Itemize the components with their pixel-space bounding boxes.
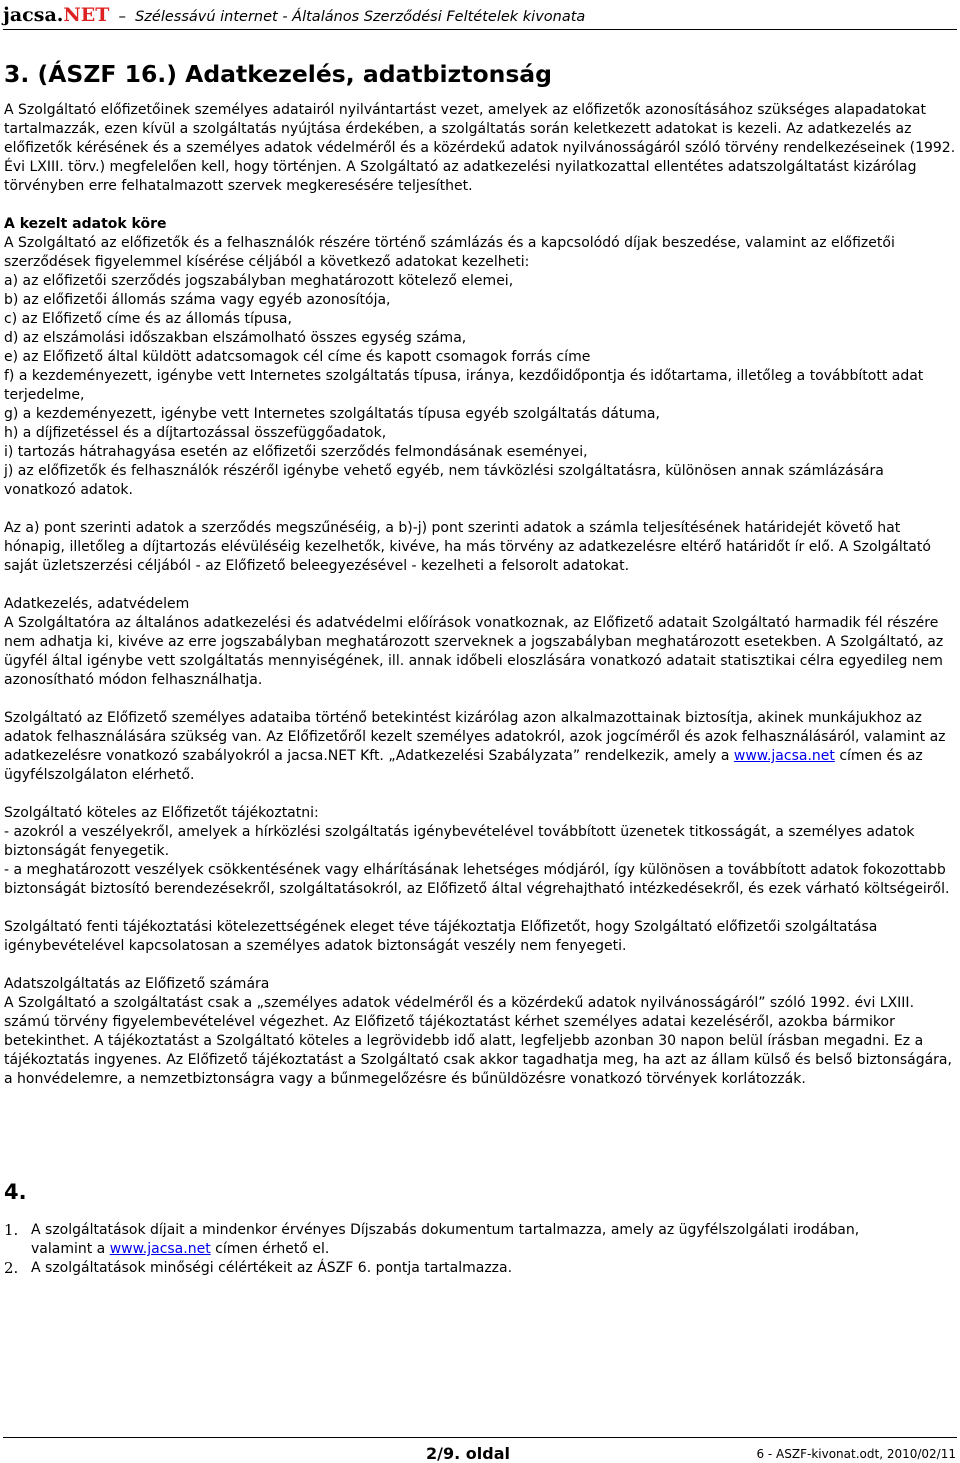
section-4-title: 4.: [4, 1180, 27, 1204]
header-subtitle: Szélessávú internet - Általános Szerződési Feltételek kivonata: [135, 9, 586, 25]
list-item: e) az Előfizető által küldött adatcsomagok cél címe és kapott csomagok forrás címe: [4, 349, 591, 365]
inform-item: - azokról a veszélyekről, amelyek a hírközlési szolgáltatás igénybevételével továbbított üzenetek titkosságát, a személyes adatok biztonságát fenyegetik.: [4, 824, 915, 859]
numbered-item: [4, 1259, 924, 1278]
intro-paragraph: A Szolgáltató előfizetőinek személyes adatairól nyilvántartást vezet, amelyek az előfizetők azonosításához szükséges alapadatokat tartalmazzák, ezen kívül a szolgáltatás nyújtása érdekében, a szolgáltatás során keletkezett adatokat is kezeli. Az adatkezelés az előfizetők kérésének és a személyes adatok védelméről és a közérdekű adatok nyilvánosságáról szóló törvény rendelkezéseinek (1992. Évi LXIII. törv.) megfelelően kell, hogy történjen. A Szolgáltató az adatkezelési nyilatkozattal ellentétes adatszolgáltatást kizárólag törvényben erre felhatalmazott szervek megkeresésére teljesíthet.: [4, 102, 956, 194]
access-text: Szolgáltató az Előfizető személyes adataiba történő betekintést kizárólag azon alkalmazottainak biztosítja, akinek munkájukhoz az adatok felhasználására szükség van. Az Előfizetőről kezelt személyes adatokról, azok jogcíméről és azok felhasználásáról, valamint az adatkezelésre vonatkozó szabályokról a jacsa.NET Kft. „Adatkezelési Szabályzata” rendelkezik, amely a: [4, 710, 946, 764]
inform-item: - a meghatározott veszélyek csökkentésének vagy elhárításának lehetséges módjáról, így különösen a továbbított adatok fokozottabb biztonságát biztosító berendezésekről, szolgáltatásokról, az Előfizető által végrehajtható intézkedésekről, és ezek várható költségeiről.: [4, 862, 950, 897]
page-header: [3, 3, 957, 30]
numbered-item: [4, 1221, 924, 1259]
item-text-end: címen érhető el.: [210, 1241, 330, 1257]
file-info: 6 - ASZF-kivonat.odt, 2010/02/11: [756, 1447, 956, 1461]
inform-intro: Szolgáltató köteles az Előfizetőt tájékoztatni:: [4, 805, 319, 821]
list-item: j) az előfizetők és felhasználók részéről igénybe vehető egyéb, nem távközlési szolgáltatásra, különösen annak számlázására vonatkozó adatok.: [4, 463, 884, 498]
list-item: b) az előfizetői állomás száma vagy egyéb azonosítója,: [4, 292, 391, 308]
managed-data-intro: A Szolgáltató az előfizetők és a felhasználók részére történő számlázás és a kapcsolódó díjak beszedése, valamint az előfizetői szerződések figyelemmel kísérése céljából a következő adatokat kezelheti:: [4, 235, 895, 270]
list-item: g) a kezdeményezett, igénybe vett Internetes szolgáltatás típusa egyéb szolgáltatás dátuma,: [4, 406, 660, 422]
item-number: 1.: [4, 1221, 19, 1239]
header-separator: –: [118, 7, 126, 25]
list-item: c) az Előfizető címe és az állomás típusa,: [4, 311, 292, 327]
item-text: A szolgáltatások díjait a mindenkor érvényes Díjszabás dokumentum tartalmazza, amely az ügyfélszolgálati irodában, valamint a: [31, 1222, 860, 1257]
list-item: f) a kezdeményezett, igénybe vett Internetes szolgáltatás típusa, iránya, kezdőidőpontja és időtartama, illetőleg a továbbított adat terjedelme,: [4, 368, 924, 403]
footer-divider: [3, 1437, 957, 1438]
protection-heading: Adatkezelés, adatvédelem: [4, 596, 190, 612]
access-paragraph: [4, 709, 958, 785]
list-item: a) az előfizetői szerződés jogszabályban meghatározott kötelező elemei,: [4, 273, 514, 289]
header-line: [3, 4, 585, 26]
retention-paragraph: Az a) pont szerinti adatok a szerződés megszűnéséig, a b)-j) pont szerinti adatok a számla teljesítésének határidejét követő hat hónapig, illetőleg a díjtartozás elévüléséig kezelhetők, kivéve, ha más törvény az adatkezelésre eltérő határidőt ír elő. A Szolgáltató saját üzletszerzési céljából - az Előfizető beleegyezésével - kezelheti a felsorolt adatokat.: [4, 520, 931, 574]
provision-paragraph: A Szolgáltató a szolgáltatást csak a „személyes adatok védelméről és a közérdekű adatok nyilvánosságáról” szóló 1992. évi LXIII. számú törvény figyelembevételével végezhet. Az Előfizető tájékoztatást kérhet személyes adatai kezeléséről, azokba bármikor betekinthet. A tájékoztatást a Szolgáltató köteles a legrövidebb idő alatt, legfeljebb azonban 30 napon belül írásban megadni. Ez a tájékoztatás ingyenes. Az Előfizető tájékoztatást a Szolgáltató csak akkor tagadhatja meg, ha azt az állam külső és belső biztonságára, a honvédelemre, a nemzetbiztonságra vagy a bűnmegelőzésre és bűnüldözésre vonatkozó törvények korlátozzák.: [4, 995, 952, 1087]
fulfil-paragraph: Szolgáltató fenti tájékoztatási kötelezettségének eleget téve tájékoztatja Előfizetőt, hogy Szolgáltató előfizetői szolgáltatása igénybevételével kapcsolatosan a személyes adatok biztonságát veszély nem fenyegeti.: [4, 919, 878, 954]
section-title: 3. (ÁSZF 16.) Adatkezelés, adatbiztonság: [4, 60, 552, 88]
managed-data-heading: A kezelt adatok köre: [4, 216, 167, 232]
brand-logo-main: jacsa.: [3, 4, 64, 26]
website-link[interactable]: www.jacsa.net: [109, 1241, 211, 1257]
item-number: 2.: [4, 1259, 19, 1277]
list-item: h) a díjfizetéssel és a díjtartozással összefüggőadatok,: [4, 425, 387, 441]
item-text: A szolgáltatások minőségi célértékeit az ÁSZF 6. pontja tartalmazza.: [31, 1260, 513, 1276]
website-link[interactable]: www.jacsa.net: [733, 748, 835, 764]
page-number: 2/9. oldal: [426, 1444, 510, 1463]
provision-heading: Adatszolgáltatás az Előfizető számára: [4, 976, 270, 992]
list-item: i) tartozás hátrahagyása esetén az előfizetői szerződés felmondásának eseményei,: [4, 444, 588, 460]
section-4-list: [4, 1221, 924, 1278]
brand-logo-accent: NET: [63, 4, 110, 26]
protection-paragraph: A Szolgáltatóra az általános adatkezelési és adatvédelmi előírások vonatkoznak, az Előfizető adatait Szolgáltató harmadik fél részére nem adhatja ki, kivéve az erre jogszabályban meghatározott szerveknek a jogszabályban meghatározott esetekben. A Szolgáltató, az ügyfél által igénybe vett szolgáltatás mennyiségének, ill. annak időbeli eloszlására vonatkozó adatait statisztikai célra egyedileg nem azonosítható módon felhasználhatja.: [4, 615, 944, 688]
access-text-end: címen és az ügyfélszolgálaton elérhető.: [4, 748, 923, 783]
document-body: [4, 101, 958, 1089]
list-item: d) az elszámolási időszakban elszámolható összes egység száma,: [4, 330, 467, 346]
